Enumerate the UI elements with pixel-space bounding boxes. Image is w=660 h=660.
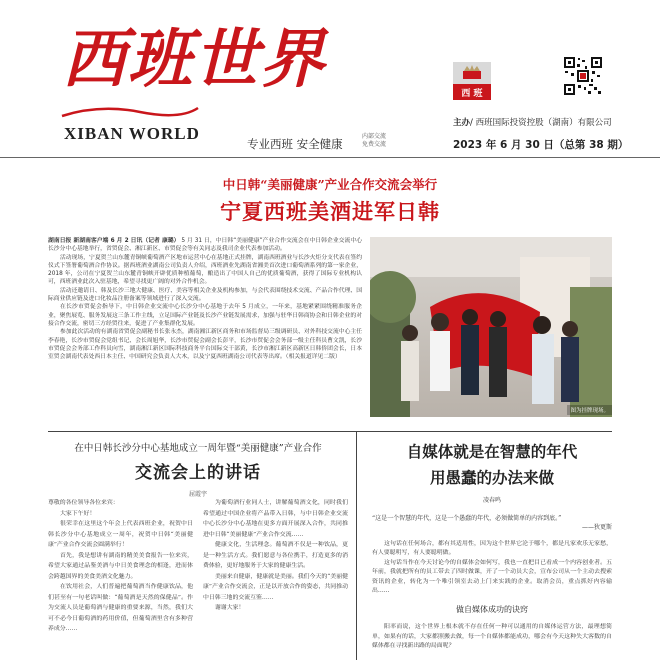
speech-author: 屈霞宇 [188,491,207,498]
lead-dateline: 湖南日报 新湖南客户端 6 月 2 日讯（记者 康璐） [48,238,180,244]
masthead-title-cn: 西班世界 [62,22,326,97]
unveiling-ceremony-photo-icon [370,237,612,417]
lead-paragraph: 活动现场，宁夏贺兰山东麓青铜峡葡萄酒产区地市运营中心在基地正式挂牌，湖南西班酒业与长沙火炬分支代表在签约仪式下签署葡萄酒合作协议。据西班酒业湖南公司负责人介绍，西班酒业先湖南省湘美首次进口葡萄酒系列的第一家企业，2018 年，公司在宁夏贺兰山东麓青铜峡开辟优质种植葡萄，酿造出了中国人自己的优质葡萄酒，获得了国际专业机构认可，西班酒业此次入驻基地，希望寻找更广阔的对外合作机会。 [48,254,362,286]
speech-article [48,440,348,632]
masthead-slogan: 专业西班 安全健康 [247,137,343,151]
lead-paragraph: 活动还邀请日、韩及长沙三地大健康、医疗、美容等相关企业及机构参加，与会代表围绕技术交流、产品合作代理、国际商业供应链及进口化妆品注册备案等领域进行了深入交流。 [48,287,362,303]
media-article [372,440,612,652]
media-title-line-2: 用愚蠢的办法来做 [429,468,554,487]
media-epigraph: “这是一个智慧的年代，这是一个愚蠢的年代，必须做简单的内容到底。” ——狄更斯 [372,515,612,531]
speech-columns [48,498,348,635]
lead-article-body: 湖南日报 新湖南客户端 6 月 2 日讯（记者 康璐） 5 月 31 日，中日韩“美丽健康”产业合作交流会在中日韩企业交流中心长沙分中心基地举行，省贸促会、湘江新区、市贸促会等有关同志及我司企业代表参加活动。 活动现场，宁夏贺兰山东麓青铜峡葡萄酒产区地市运营中心在基地正式挂牌，湖南西班酒业与长沙火炬分支代表在签约仪式下签署葡萄酒合作协议。据西班酒业湖南公司负责人介绍，西班酒业先湖南省湘美首次进口葡萄酒系列的第一家企业，2018 年，公司在宁夏贺兰山东麓青铜峡开辟优质种植葡萄，酿造出了中国人自己的优质葡萄酒，获得了国际专业机构认可，西班酒业此次入驻基地，希望寻找更广阔的对外合作机会。 活动还邀请日、韩及长沙三地大健康、医疗、美容等相关企业及机构参加，与会代表围绕技术交流、产品合作代理、国际商业供应链及进口化妆品注册备案等领域进行了深入交流。 在长沙市贸促会指导下，中日韩企业交流中心长沙分中心基地于去年 5 月成立，一年来，基地紧紧围绕精准服务企业，聚焦展览、服务发展这三条工作主线，立足国际产业链及长沙产业链发展需求，加强与驻华日韩商协会和日韩企业的对接合作交流，密切三方经贸往来，促进了产业集群化发展。 参加此次活动的有湖南省贸促会副秘书长张永杰，湖南湘江新区商务和市场监督局三级调研员、对外科技交流中心主任李春艳，长沙市贸促会党组书记、会长周旭华，长沙市贸促会副会长彭平，长沙市贸促会会务部一级主任科员曹文凯，长沙市贸促会会务部工作科员向雪，湖南湘江新区国际科技商务平台国际交干部黄，长沙市湘江新区高新区日韩侨团会长，日本室贸会湖南代表处西日本主任、中国研究会负责人大木，以及宁夏西班湖南公司代表等出席。（相关报道详见二版） [48,238,362,361]
masthead-title-en: XIBAN WORLD [64,124,200,143]
speech-kicker: 在中日韩长沙分中心基地成立一周年暨“美丽健康”产业合作 [74,443,322,454]
masthead-divider [0,157,660,158]
issue-date: 2023 年 6 月 30 日（总第 38 期） [453,139,629,151]
lead-paragraph: 在长沙市贸促会指导下，中日韩企业交流中心长沙分中心基地于去年 5 月成立，一年来，基地紧紧围绕精准服务企业，聚焦展览、服务发展这三条工作主线，立足国际产业链及长沙产业链发展需求，加强与驻华日韩商协会和日韩企业的对接合作交流，密切三方经贸往来，促进了产业集群化发展。 [48,304,362,327]
epigraph-attribution: ——狄更斯 [581,524,612,531]
logo-swoosh-icon [60,102,200,122]
lead-kicker: 中日韩“美丽健康”产业合作交流会举行 [222,177,438,192]
media-title-line-1: 自媒体就是在智慧的年代 [406,442,578,461]
media-body-1: 这句话在任何场合，都有其适用性，因为这个世界它沦于哪个，都是凡家欢乐无家愁，有人要聪明写，有人要聪明做。 这句话当作在今天讨论今的自媒体会如何写，我也一直把目已看成一个内容创业者。五年前，我就把所有的员工带去了四时做课，开了一个动员大会，宣布公司从一个主动去搜索资讯的企业，转化为一个唯引领室去动上门来实践的企业。取消会员，重点抓好内容输出…… [372,541,612,595]
photo-caption: 图为挂牌现场。 [567,405,612,415]
lead-paragraph: 参加此次活动的有湖南省贸促会副秘书长张永杰，湖南湘江新区商务和市场监督局三级调研员、对外科技交流中心主任李春艳，长沙市贸促会党组书记、会长周旭华，长沙市贸促会副会长彭平，长沙市贸促会会务部一级主任科员曹文凯，长沙市贸促会会务部工作科员向雪，湖南湘江新区国际科技商务平台国际交干部黄，长沙市湘江新区高新区日韩侨团会长，日本室贸会湖南代表处西日本主任、中国研究会负责人大木，以及宁夏西班湖南公司代表等出席。（相关报道详见二版） [48,329,362,361]
speech-column-2: 为葡萄酒行业同人士，讲解葡萄酒文化，同时我们希望通过中国企业将产品带入日韩，与中日韩企业交流中心长沙分中心基地在更多方面开展深入合作，共同推进中日韩“美丽健康”产业合作交流…… 健康文化，生活理念。葡萄酒不仅是一种饮品，更是一种生活方式。我们愿意与各位携手，打造更多的消费体验，更好地服务于大家的健康生活。 美丽来自健康，健康就是美丽。我们今天的“美丽健康”产业合作交流会，正是以开放合作的姿态，共同推动中日韩三地的交流互鉴…… 谢谢大家！ [203,500,348,611]
lead-headline: 宁夏西班美酒进军日韩 [220,200,440,224]
lead-photo [370,237,612,417]
media-author: 凌春鸣 [482,497,501,504]
publisher-line: 主办/ 西班国际投资控股（湖南）有限公司 [453,118,612,128]
speech-title: 交流会上的讲话 [135,463,261,483]
media-subhead: 做自媒体成功的诀窍 [456,605,528,615]
speech-column-1: 尊敬的各位领导各位来宾： 大家下午好！ 很荣幸在这里这个年会上代表西班企业，祝贺中日韩长沙分中心基地成立一周年，祝贺中日韩“美丽健康”产业合作交流会圆满举行！ 首先，我是想讲有湖南的精美美食报告一位来宾，希望大家通过品鉴美酒与中日美食理念的相逢，进而体会跨越国界的美食美酒文化魅力。 在饮用社会，人们普遍把葡萄酒当作健康饮品，他们甚至有一句老话叫做：“葡萄酒是天然的保健品”。作为交流人员是葡萄酒与健康的重要来源，当然，我们大可不必今日葡萄酒的药用价值，但葡萄酒里含有多种营养成分…… [48,500,193,632]
section-divider [48,431,612,432]
brand-logo [453,62,491,102]
media-body-2: 阳率而说，这个世界上根本就不存在任何一种可以通用的自媒体运营方法，最理想简单，如果有的话，大家都照搬去做，每一个自媒体都能成功，哪会有今天这种失大客数的自媒体都在寻找新出路的局面呢？ [372,624,612,650]
masthead [0,0,660,160]
brand-crest-icon [453,62,491,84]
column-divider [356,432,357,660]
qr-code-icon [563,56,603,96]
masthead-note: 内部交流 免费交流 [362,133,387,148]
brand-label: 西 班 [453,84,491,100]
